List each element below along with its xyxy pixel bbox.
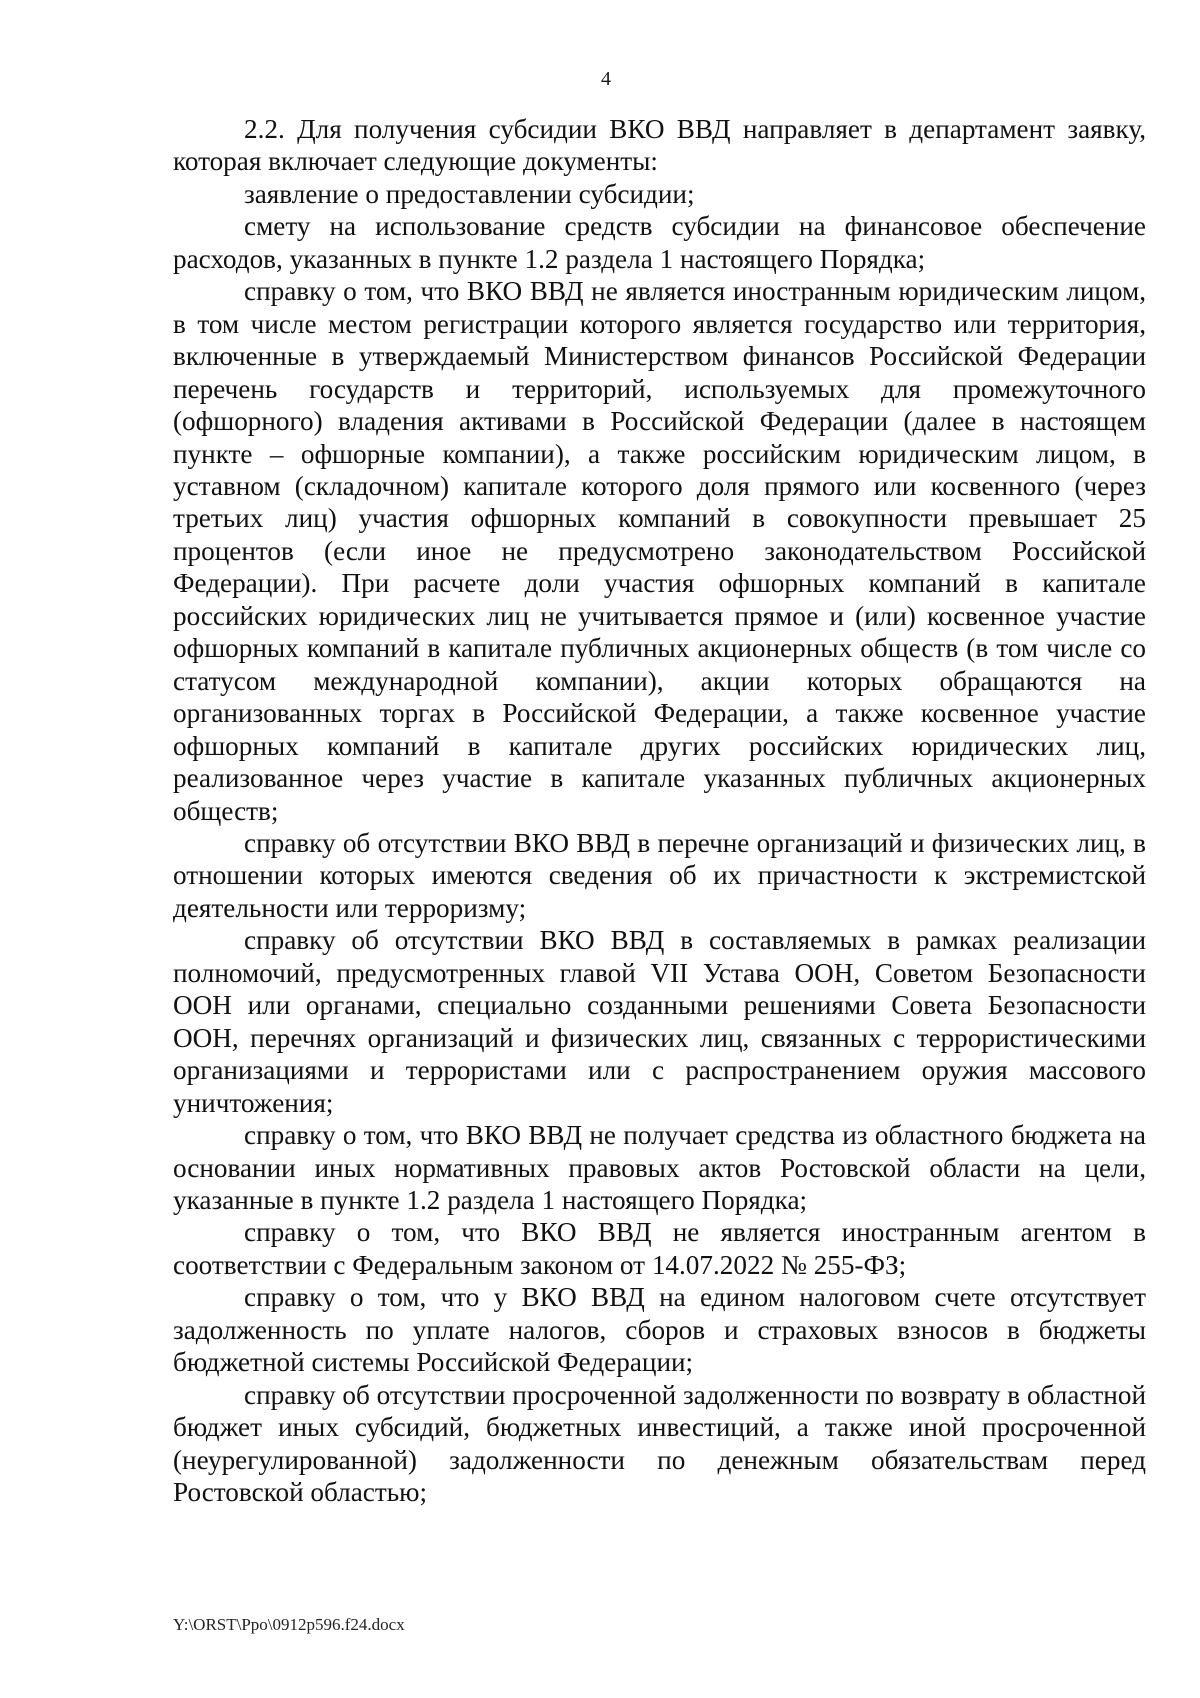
paragraph: справку о том, что у ВКО ВВД на едином налоговом счете отсутствует задолженность по уплате налогов, сборов и страховых взносов в бюджеты бюджетной системы Российской Федерации; [173,1282,1146,1378]
paragraph: справку о том, что ВКО ВВД не является иностранным юридическим лицом, в том числе местом регистрации которого является государство или территория, включенные в утверждаемый Министерством финансов Российской Федерации перечень государств и территорий, используемых для промежуточного (офшорного) владения активами в Российской Федерации (далее в настоящем пункте – офшорные компании), а также российским юридическим лицом, в уставном (складочном) капитале которого доля прямого или косвенного (через третьих лиц) участия офшорных компаний в совокупности превышает 25 процентов (если иное не предусмотрено законодательством Российской Федерации). При расчете доли участия офшорных компаний в капитале российских юридических лиц не учитывается прямое и (или) косвенное участие офшорных компаний в капитале публичных акционерных обществ (в том числе со статусом международной компании), акции которых обращаются на организованных торгах в Российской Федерации, а также косвенное участие офшорных компаний в капитале других российских юридических лиц, реализованное через участие в капитале указанных публичных акционерных обществ; [173,276,1146,826]
paragraph: справку о том, что ВКО ВВД не получает средства из областного бюджета на основании иных нормативных правовых актов Ростовской области на цели, указанные в пункте 1.2 раздела 1 настоящего Порядка; [173,1120,1146,1215]
paragraph: справку об отсутствии ВКО ВВД в составляемых в рамках реализации полномочий, предусмотренных главой VII Устава ООН, Советом Безопасности ООН или органами, специально созданными решениями Совета Безопасности ООН, перечнях организаций и физических лиц, связанных с террористическими организациями и террористами или с распространением оружия массового уничтожения; [173,925,1146,1118]
paragraph: справку об отсутствии просроченной задолженности по возврату в областной бюджет иных субсидий, бюджетных инвестиций, а также иной просроченной (неурегулированной) задолженности по денежным обязательствам перед Ростовской областью; [173,1379,1146,1508]
page-number: 4 [601,68,611,90]
file-path-footer: Y:\ORST\Ppo\0912p596.f24.docx [173,1615,405,1634]
document-body [173,113,1146,1508]
paragraph: 2.2. Для получения субсидии ВКО ВВД направляет в департамент заявку, которая включает следующие документы: [173,114,1146,177]
paragraph: справку о том, что ВКО ВВД не является иностранным агентом в соответствии с Федеральным законом от 14.07.2022 № 255-ФЗ; [173,1217,1146,1280]
paragraph: заявление о предоставлении субсидии; [244,178,695,209]
paragraph: справку об отсутствии ВКО ВВД в перечне организаций и физических лиц, в отношении которых имеются сведения об их причастности к экстремистской деятельности или терроризму; [173,827,1146,923]
paragraph: смету на использование средств субсидии на финансовое обеспечение расходов, указанных в пункте 1.2 раздела 1 настоящего Порядка; [173,211,1146,274]
